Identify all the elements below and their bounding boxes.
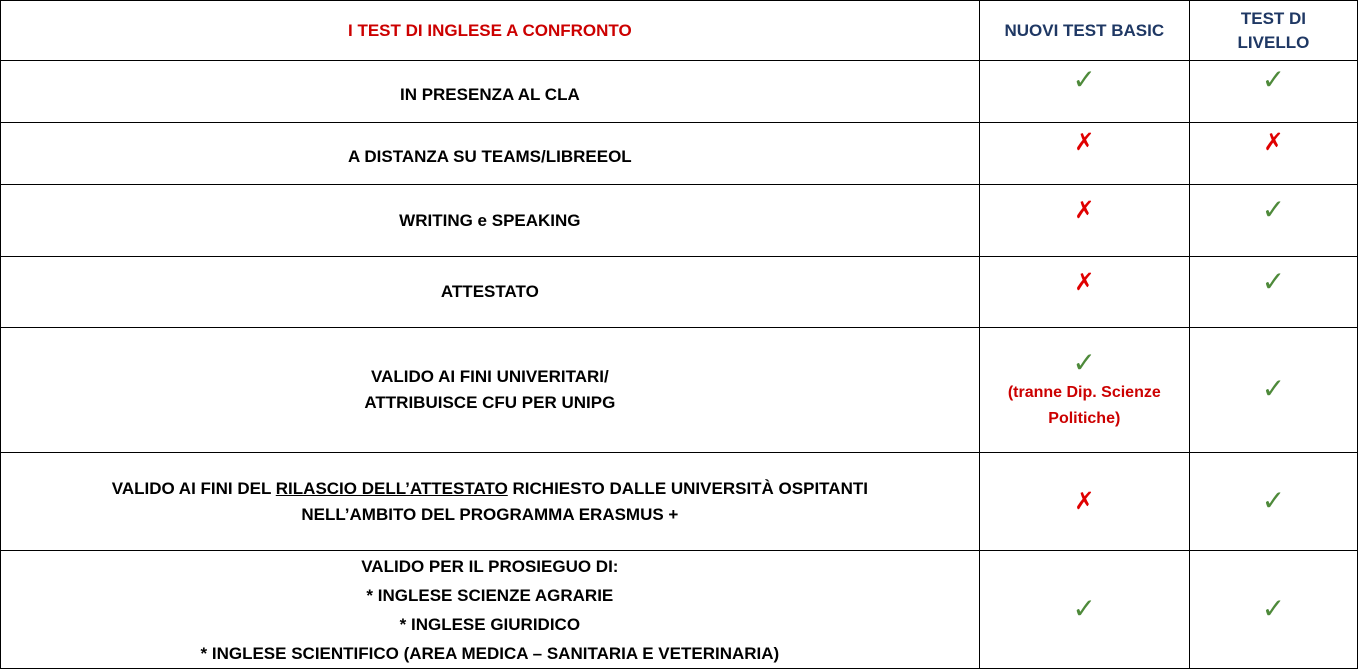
basic-cell (979, 257, 1189, 328)
column-header-basic: NUOVI TEST BASIC (979, 1, 1189, 61)
livello-cell (1189, 185, 1357, 257)
cross-icon: ✗ (1263, 128, 1284, 156)
basic-cell (979, 551, 1189, 669)
basic-cell (979, 453, 1189, 551)
table-row (1, 61, 1358, 123)
livello-cell (1189, 257, 1357, 328)
livello-cell (1189, 328, 1357, 453)
cross-icon: ✗ (1074, 196, 1095, 224)
feature-line: NELL’AMBITO DEL PROGRAMMA ERASMUS + (301, 504, 679, 524)
feature-line: * INGLESE GIURIDICO (399, 614, 581, 634)
feature-line: * INGLESE SCIENZE AGRARIE (366, 585, 614, 605)
feature-line: VALIDO AI FINI UNIVERITARI/ (371, 367, 609, 386)
header-row (1, 1, 1358, 61)
feature-line (1, 476, 979, 502)
cross-icon: ✗ (1074, 128, 1095, 156)
feature-cell: WRITING e SPEAKING (1, 185, 980, 257)
check-icon: ✓ (1072, 592, 1097, 624)
feature-cell: ATTESTATO (1, 257, 980, 328)
check-icon: ✓ (1261, 484, 1286, 516)
check-icon: ✓ (1072, 347, 1097, 378)
check-icon: ✓ (1072, 64, 1097, 95)
feature-text: RICHIESTO DALLE UNIVERSITÀ OSPITANTI (507, 478, 868, 498)
table-row (1, 453, 1358, 551)
basic-cell (979, 328, 1189, 453)
table-row (1, 185, 1358, 257)
cross-icon: ✗ (1074, 268, 1095, 296)
feature-cell: IN PRESENZA AL CLA (1, 61, 980, 123)
basic-cell (979, 185, 1189, 257)
feature-cell (1, 328, 980, 453)
table-row (1, 328, 1358, 453)
check-icon: ✓ (1261, 194, 1286, 225)
basic-note-line2: Politiche) (1048, 410, 1121, 427)
basic-cell (979, 123, 1189, 185)
check-icon: ✓ (1261, 373, 1286, 404)
column-header-livello-line2: LIVELLO (1237, 32, 1310, 52)
column-header-livello (1189, 1, 1357, 61)
check-icon: ✓ (1261, 266, 1286, 297)
table-row (1, 551, 1358, 669)
table-row (1, 257, 1358, 328)
check-icon: ✓ (1261, 592, 1286, 624)
basic-cell (979, 61, 1189, 123)
column-header-livello-line1: TEST DI (1240, 8, 1307, 28)
feature-cell (1, 551, 980, 669)
basic-note-line1: (tranne Dip. Scienze (1007, 384, 1161, 401)
table-row (1, 123, 1358, 185)
feature-text-underlined: RILASCIO DELL’ATTESTATO (275, 478, 508, 498)
feature-cell (1, 453, 980, 551)
table-title: I TEST DI INGLESE A CONFRONTO (1, 1, 980, 61)
livello-cell (1189, 61, 1357, 123)
livello-cell (1189, 453, 1357, 551)
feature-line: ATTRIBUISCE CFU PER UNIPG (364, 393, 616, 412)
feature-line: VALIDO PER IL PROSIEGUO DI: (361, 556, 619, 576)
livello-cell (1189, 123, 1357, 185)
feature-cell: A DISTANZA SU TEAMS/LIBREEOL (1, 123, 980, 185)
check-icon: ✓ (1261, 64, 1286, 95)
livello-cell (1189, 551, 1357, 669)
feature-text: VALIDO AI FINI DEL (111, 478, 276, 498)
cross-icon: ✗ (1074, 487, 1095, 515)
feature-line: * INGLESE SCIENTIFICO (AREA MEDICA – SANITARIA E VETERINARIA) (200, 643, 780, 663)
